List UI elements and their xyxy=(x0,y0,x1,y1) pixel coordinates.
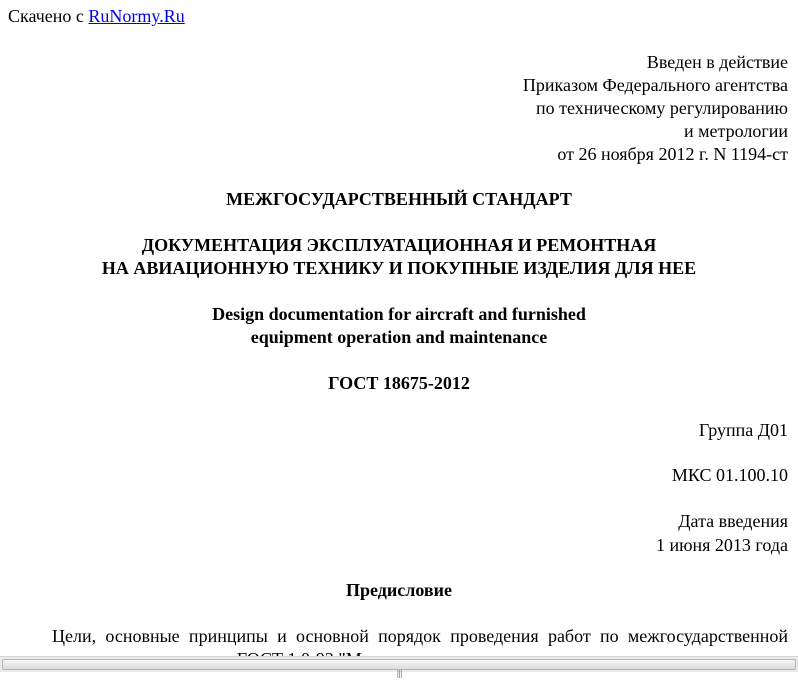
document-title-en-line-1: Design documentation for aircraft and furnished xyxy=(212,304,586,324)
scrollbar-thumb[interactable] xyxy=(2,659,796,678)
enactment-line-1: Введен в действие xyxy=(646,52,788,72)
enactment-line-4: и метрологии xyxy=(684,121,788,141)
horizontal-scrollbar[interactable] xyxy=(0,656,798,678)
enactment-line-3: по техническому регулированию xyxy=(535,98,788,118)
document-title-en-line-2: equipment operation and maintenance xyxy=(250,327,548,347)
grip-icon: ||| xyxy=(396,669,402,678)
document-title-ru-line-1: ДОКУМЕНТАЦИЯ ЭКСПЛУАТАЦИОННАЯ И РЕМОНТНАЯ xyxy=(141,235,657,255)
document-title-ru-line-2: НА АВИАЦИОННУЮ ТЕХНИКУ И ПОКУПНЫЕ ИЗДЕЛИЯ ДЛЯ НЕЕ xyxy=(101,258,697,278)
download-source-line xyxy=(8,5,185,28)
intro-date-label: Дата введения xyxy=(678,511,788,531)
mks-code: МКС 01.100.10 xyxy=(671,465,788,485)
group-code: Группа Д01 xyxy=(698,420,788,440)
enactment-line-2: Приказом Федерального агентства xyxy=(522,75,788,95)
foreword-paragraph: Цели, основные принципы и основной порядок проведения работ по межгосударственной xyxy=(52,626,788,646)
enactment-line-5: от 26 ноября 2012 г. N 1194-ст xyxy=(557,144,788,164)
gost-number: ГОСТ 18675-2012 xyxy=(328,373,470,393)
standard-type-heading: МЕЖГОСУДАРСТВЕННЫЙ СТАНДАРТ xyxy=(226,189,572,209)
intro-date-value: 1 июня 2013 года xyxy=(655,535,788,555)
foreword-heading: Предисловие xyxy=(346,580,452,600)
download-prefix: Скачено с xyxy=(8,6,84,26)
runormy-link[interactable]: RuNormy.Ru xyxy=(88,6,185,26)
